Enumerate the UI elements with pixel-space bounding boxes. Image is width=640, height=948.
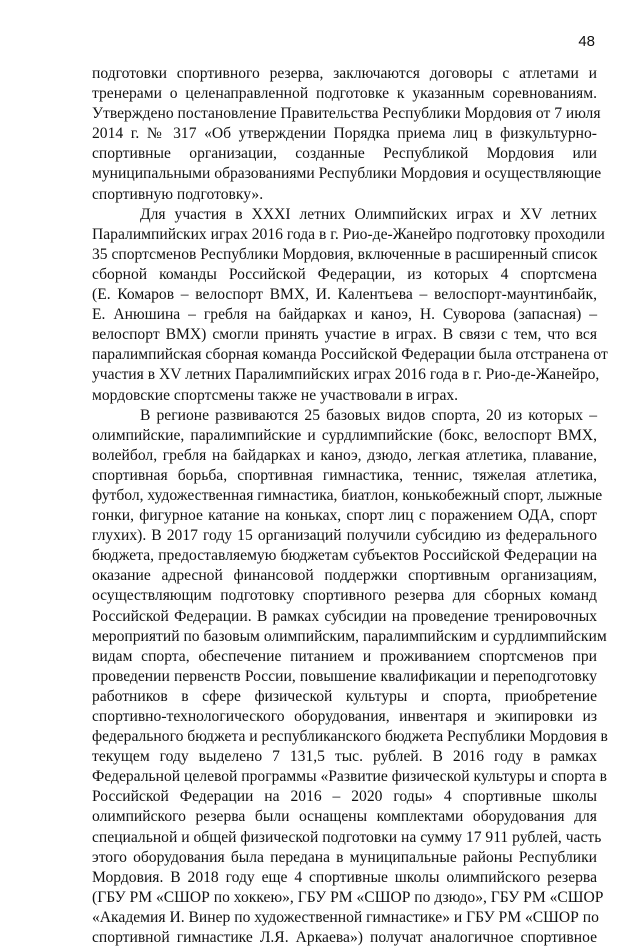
text-line: Утверждено постановление Правительства Республики Мордовия от 7 июля (92, 105, 601, 123)
text-line: тренерами о целенаправленной подготовке к указанным соревнованиям. (92, 85, 597, 103)
text-line: бюджета, предоставляемую бюджетам субъектов Российской Федерации на (92, 547, 597, 565)
text-line: 2014 г. № 317 «Об утверждении Порядка приема лиц в физкультурно- (92, 125, 597, 143)
text-line: В регионе развиваются 25 базовых видов спорта, 20 из которых – (140, 406, 597, 424)
text-line: Федеральной целевой программы «Развитие физической культуры и спорта в (92, 768, 607, 786)
text-line: Российской Федерации на 2016 – 2020 годы» 4 спортивные школы (92, 788, 597, 806)
text-line: этого оборудования была передана в муниципальные районы Республики (92, 848, 597, 866)
text-line: футбол, художественная гимнастика, биатлон, конькобежный спорт, лыжные (92, 486, 603, 504)
text-line: подготовки спортивного резерва, заключаются договоры с атлетами и (92, 65, 597, 82)
text-line: мероприятий по базовым олимпийским, паралимпийским и сурдлимпийским (92, 627, 607, 645)
text-line: (ГБУ РМ «СШОР по хоккею», ГБУ РМ «СШОР по дзюдо», ГБУ РМ «СШОР (92, 888, 604, 906)
text-line: гонки, фигурное катание на коньках, спорт лиц с поражением ОДА, спорт (92, 507, 597, 525)
text-line: видам спорта, обеспечение питанием и проживанием спортсменов при (92, 647, 597, 665)
text-line: спортивные организации, созданные Республикой Мордовия или (92, 145, 597, 163)
text-line: федерального бюджета и республиканского бюджета Республики Мордовия в (92, 728, 608, 746)
text-line: спортивная борьба, спортивная гимнастика, теннис, тяжелая атлетика, (92, 466, 597, 484)
text-line: спортивно-технологического оборудования, инвентаря и экипировки из (92, 708, 597, 725)
text-line: глухих). В 2017 году 15 организаций получили субсидию из федерального (92, 527, 597, 545)
text-line: проведении первенств России, повышение квалификации и переподготовку (92, 667, 597, 685)
text-line: Для участия в XXXI летних Олимпийских играх и XV летних (140, 205, 597, 223)
text-line: муниципальными образованиями Республики Мордовия и осуществляющие (92, 165, 602, 183)
text-line: спортивную подготовку». (92, 185, 264, 203)
text-line: паралимпийская сборная команда Российской Федерации была отстранена от (92, 346, 608, 364)
text-line: Российской Федерации. В рамках субсидии на проведение тренировочных (92, 607, 597, 625)
page-number: 48 (578, 33, 595, 50)
text-line: мордовские спортсмены также не участвовали в играх. (92, 386, 459, 404)
text-line: Мордовия. В 2018 году еще 4 спортивные школы олимпийского резерва (92, 868, 597, 886)
text-line: оказание адресной финансовой поддержки спортивным организациям, (92, 567, 597, 585)
text-line: велоспорт ВМХ) смогли принять участие в играх. В связи с тем, что вся (92, 326, 597, 344)
text-line: спортивной гимнастике Л.Я. Аркаева») получат аналогичное спортивное (92, 929, 597, 947)
text-line: 35 спортсменов Республики Мордовия, включенные в расширенный список (92, 245, 598, 263)
text-line: специальной и общей физической подготовки на сумму 17 911 рублей, часть (92, 828, 602, 846)
body-text (92, 64, 608, 948)
text-line: работников в сфере физической культуры и спорта, приобретение (92, 687, 597, 705)
text-line: олимпийские, паралимпийские и сурдлимпийские (бокс, велоспорт ВМХ, (92, 426, 597, 444)
text-line: текущем году выделено 7 131,5 тыс. рублей. В 2016 году в рамках (92, 748, 597, 766)
text-line: сборной команды Российской Федерации, из которых 4 спортсмена (92, 265, 597, 283)
text-line: (Е. Комаров – велоспорт ВМХ, И. Калентьева – велоспорт-маунтинбайк, (92, 286, 597, 304)
text-line: осуществляющим подготовку спортивного резерва для сборных команд (92, 587, 597, 605)
text-line: Е. Анюшина – гребля на байдарках и каноэ, Н. Суворова (запасная) – (92, 306, 597, 324)
text-line: олимпийского резерва были оснащены комплектами оборудования для (92, 808, 597, 826)
text-line: Паралимпийских играх 2016 года в г. Рио-де-Жанейро подготовку проходили (92, 225, 605, 243)
text-line: участия в XV летних Паралимпийских играх 2016 года в г. Рио-де-Жанейро, (92, 366, 600, 384)
text-line: волейбол, гребля на байдарках и каноэ, дзюдо, легкая атлетика, плавание, (92, 446, 597, 464)
text-line: «Академия И. Винер по художественной гимнастике» и ГБУ РМ «СШОР по (92, 908, 599, 926)
